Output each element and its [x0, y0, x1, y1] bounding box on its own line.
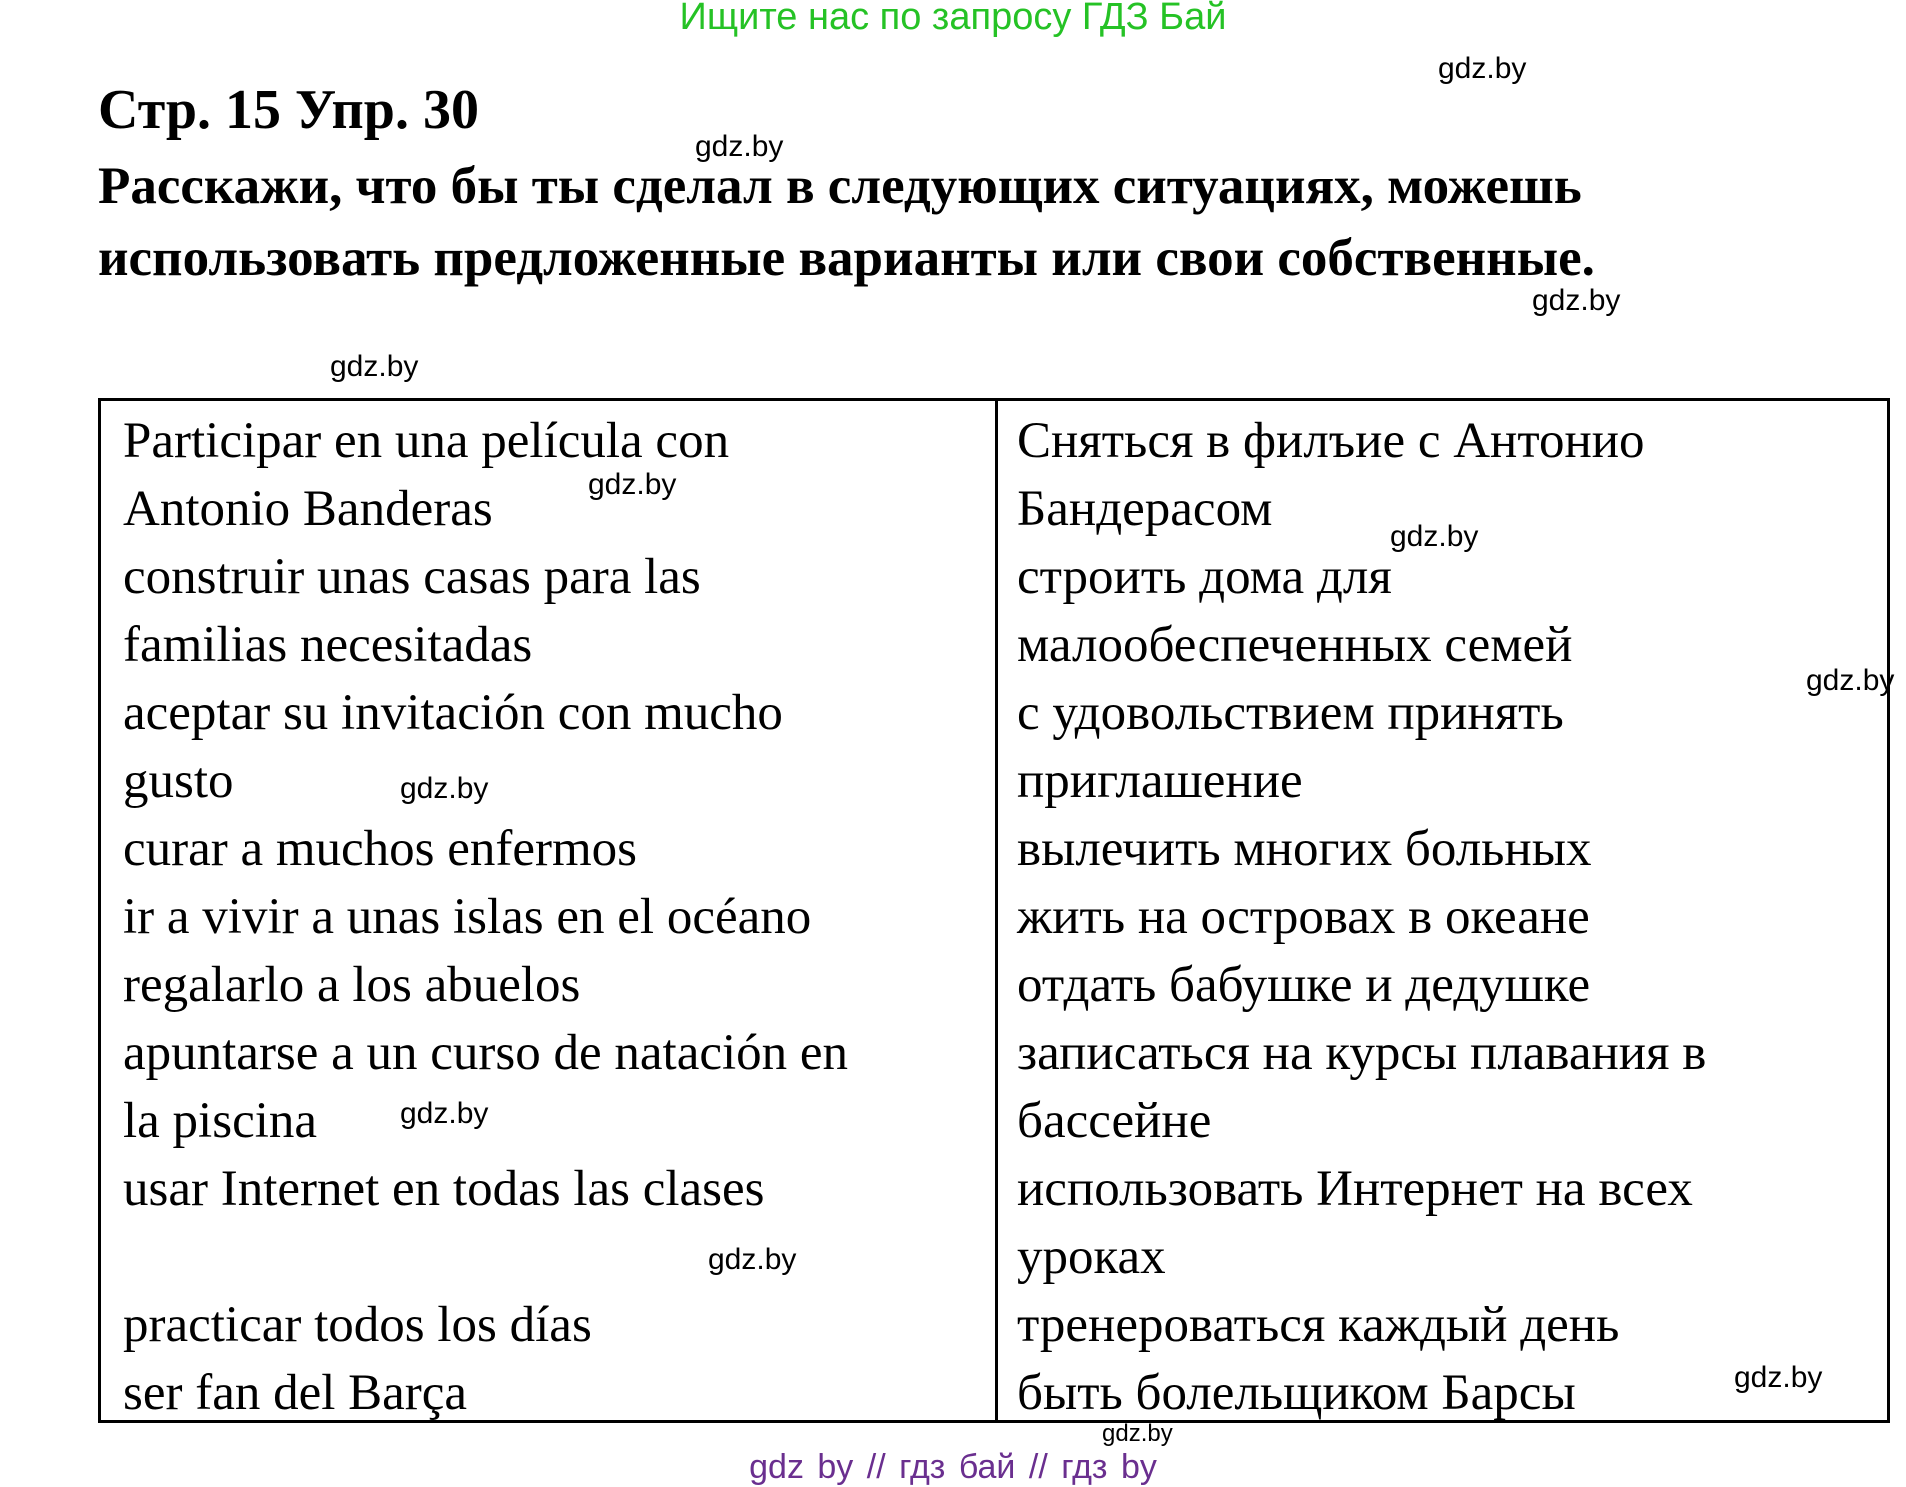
spanish-column — [123, 401, 983, 1427]
table-line: малообеспеченных семей — [1017, 617, 1573, 673]
table-line: apuntarse a un curso de natación en — [123, 1025, 849, 1081]
watermark: gdz.by — [1532, 284, 1621, 317]
table-line: construir unas casas para las — [123, 549, 701, 605]
table-line: с удовольствием принять — [1017, 685, 1564, 741]
table-line: la piscina — [123, 1093, 318, 1149]
page-title: Стр. 15 Упр. 30 — [98, 79, 479, 141]
table-line: Antonio Banderas — [123, 481, 493, 537]
task-line-2: использовать предложенные варианты или свои собственные. — [98, 229, 1595, 287]
watermark: gdz.by — [330, 350, 419, 383]
table-line: Сняться в филъие с Антонио — [1017, 413, 1645, 469]
table-line: Бандерасом — [1017, 481, 1273, 537]
table-line: familias necesitadas — [123, 617, 533, 673]
table-line: regalarlo a los abuelos — [123, 957, 581, 1013]
watermark: gdz.by — [588, 468, 677, 501]
table-line: aceptar su invitación con mucho — [123, 685, 783, 741]
table-line: тренероваться каждый день — [1017, 1297, 1620, 1353]
table-line: быть болельщиком Барсы — [1017, 1365, 1576, 1421]
column-divider — [995, 401, 998, 1420]
task-instruction — [98, 150, 1818, 294]
table-line: usar Internet en todas las clases — [123, 1161, 765, 1217]
search-hint-banner: Ищите нас по запросу ГДЗ Бай — [679, 0, 1227, 38]
table-line: curar a muchos enfermos — [123, 821, 638, 877]
table-line: записаться на курсы плавания в — [1017, 1025, 1707, 1081]
table-line: бассейне — [1017, 1093, 1212, 1149]
table-line: Participar en una película con — [123, 413, 730, 469]
table-line — [123, 1223, 983, 1291]
watermark: gdz.by — [1806, 664, 1895, 697]
table-line: practicar todos los días — [123, 1297, 592, 1353]
table-line: отдать бабушке и дедушке — [1017, 957, 1591, 1013]
table-line: ser fan del Barça — [123, 1365, 468, 1421]
watermark: gdz.by — [695, 130, 784, 163]
task-line-1: Расскажи, что бы ты сделал в следующих ситуациях, можешь — [98, 157, 1582, 215]
translation-table — [98, 398, 1890, 1423]
watermark: gdz.by — [400, 1097, 489, 1130]
table-line: жить на островах в океане — [1017, 889, 1590, 945]
watermark: gdz.by — [708, 1243, 797, 1276]
table-line: gusto — [123, 753, 234, 809]
watermark: gdz.by — [1734, 1361, 1823, 1394]
watermark: gdz.by — [1438, 52, 1527, 85]
table-line: использовать Интернет на всех — [1017, 1161, 1693, 1217]
watermark: gdz.by — [400, 772, 489, 805]
table-line: вылечить многих больных — [1017, 821, 1592, 877]
watermark: gdz.by — [1390, 520, 1479, 553]
table-line: строить дома для — [1017, 549, 1392, 605]
footer-links: gdz by // гдз бай // гдз by — [749, 1448, 1157, 1486]
russian-column — [1017, 401, 1877, 1427]
watermark: gdz.by — [1102, 1420, 1173, 1447]
table-line: приглашение — [1017, 753, 1303, 809]
table-line: уроках — [1017, 1229, 1166, 1285]
table-line: ir a vivir a unas islas en el océano — [123, 889, 812, 945]
